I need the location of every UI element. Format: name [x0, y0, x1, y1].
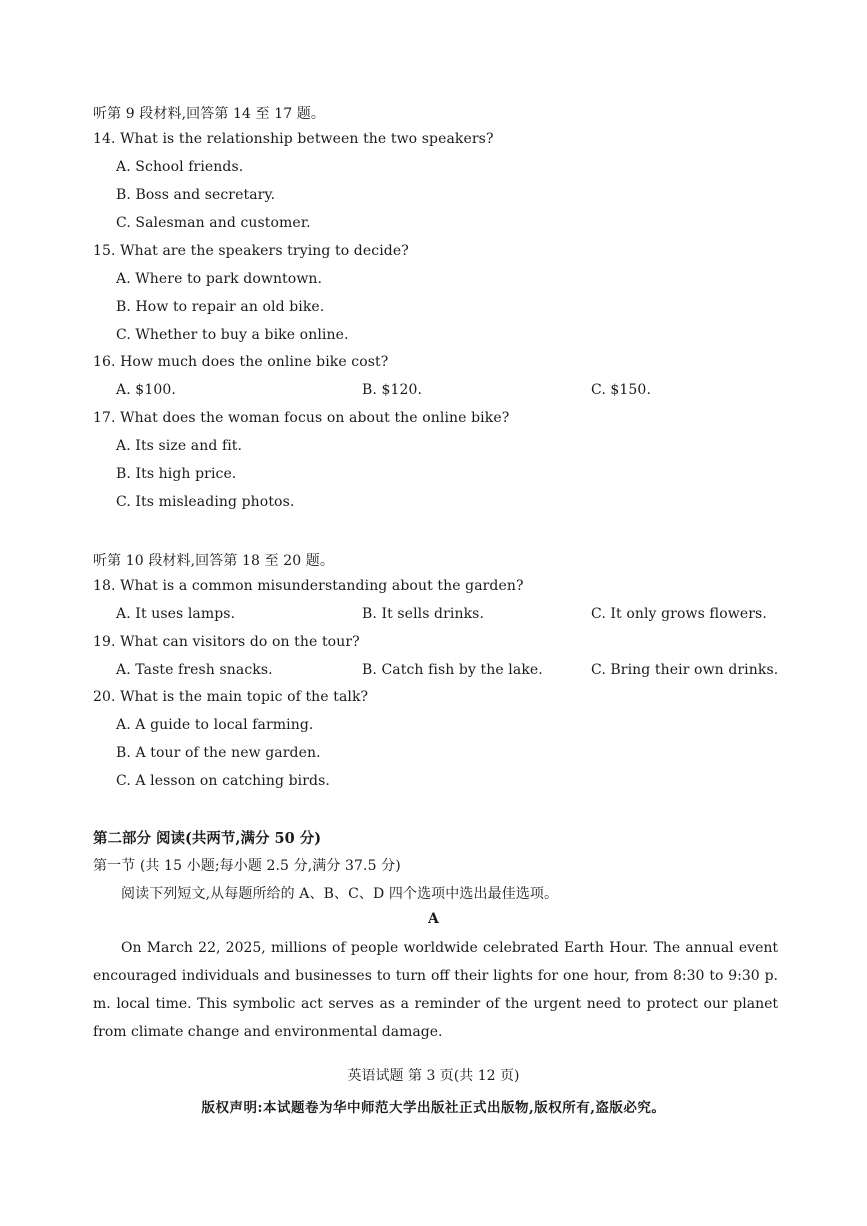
part-two-title: 第二部分 阅读(共两节,满分 50 分)	[93, 830, 322, 847]
question-14-option-a: A. School friends.	[116, 159, 244, 175]
passage-a-text: On March 22, 2025, millions of people worldwide celebrated Earth Hour. The annual event encouraged individuals and businesses to turn off their lights for one hour, from 8:30 to 9:30 p. m. local time. This symbolic act serves as a reminder of the urgent need to protect our planet from climate change and environmental damage.	[93, 940, 778, 1040]
question-14-option-b: B. Boss and secretary.	[116, 187, 276, 203]
question-14-option-c: C. Salesman and customer.	[116, 215, 311, 231]
section-one-title: 第一节 (共 15 小题;每小题 2.5 分,满分 37.5 分)	[93, 858, 401, 874]
question-19-option-c: C. Bring their own drinks.	[591, 662, 779, 678]
question-20-stem: 20. What is the main topic of the talk?	[93, 689, 369, 705]
question-20-option-c: C. A lesson on catching birds.	[116, 773, 330, 789]
question-16-option-b: B. $120.	[362, 382, 423, 398]
page-footer: 英语试题 第 3 页(共 12 页)	[347, 1068, 520, 1084]
reading-instruction: 阅读下列短文,从每题所给的 A、B、C、D 四个选项中选出最佳选项。	[121, 886, 559, 902]
question-19-stem: 19. What can visitors do on the tour?	[93, 634, 360, 650]
question-16-option-c: C. $150.	[591, 382, 651, 398]
question-17-option-c: C. Its misleading photos.	[116, 494, 295, 510]
question-15-stem: 15. What are the speakers trying to decide?	[93, 243, 409, 259]
passage-label: A	[428, 911, 439, 927]
question-18-option-a: A. It uses lamps.	[116, 606, 236, 622]
question-18-stem: 18. What is a common misunderstanding about the garden?	[93, 578, 524, 594]
question-15-option-b: B. How to repair an old bike.	[116, 299, 325, 315]
question-18-option-b: B. It sells drinks.	[362, 606, 485, 622]
question-14-stem: 14. What is the relationship between the two speakers?	[93, 131, 494, 147]
question-16-option-a: A. $100.	[116, 382, 176, 398]
question-17-stem: 17. What does the woman focus on about the online bike?	[93, 410, 510, 426]
question-17-option-a: A. Its size and fit.	[116, 438, 243, 454]
question-15-option-c: C. Whether to buy a bike online.	[116, 327, 349, 343]
question-20-option-b: B. A tour of the new garden.	[116, 745, 321, 761]
passage10-instruction: 听第 10 段材料,回答第 18 至 20 题。	[93, 553, 334, 569]
passage9-instruction: 听第 9 段材料,回答第 14 至 17 题。	[93, 106, 325, 122]
question-17-option-b: B. Its high price.	[116, 466, 237, 482]
question-20-option-a: A. A guide to local farming.	[116, 717, 314, 733]
copyright-notice: 版权声明:本试题卷为华中师范大学出版社正式出版物,版权所有,盗版必究。	[201, 1100, 666, 1116]
question-15-option-a: A. Where to park downtown.	[116, 271, 323, 287]
question-19-option-b: B. Catch fish by the lake.	[362, 662, 543, 678]
question-19-option-a: A. Taste fresh snacks.	[116, 662, 273, 678]
question-16-stem: 16. How much does the online bike cost?	[93, 354, 389, 370]
question-18-option-c: C. It only grows flowers.	[591, 606, 767, 622]
